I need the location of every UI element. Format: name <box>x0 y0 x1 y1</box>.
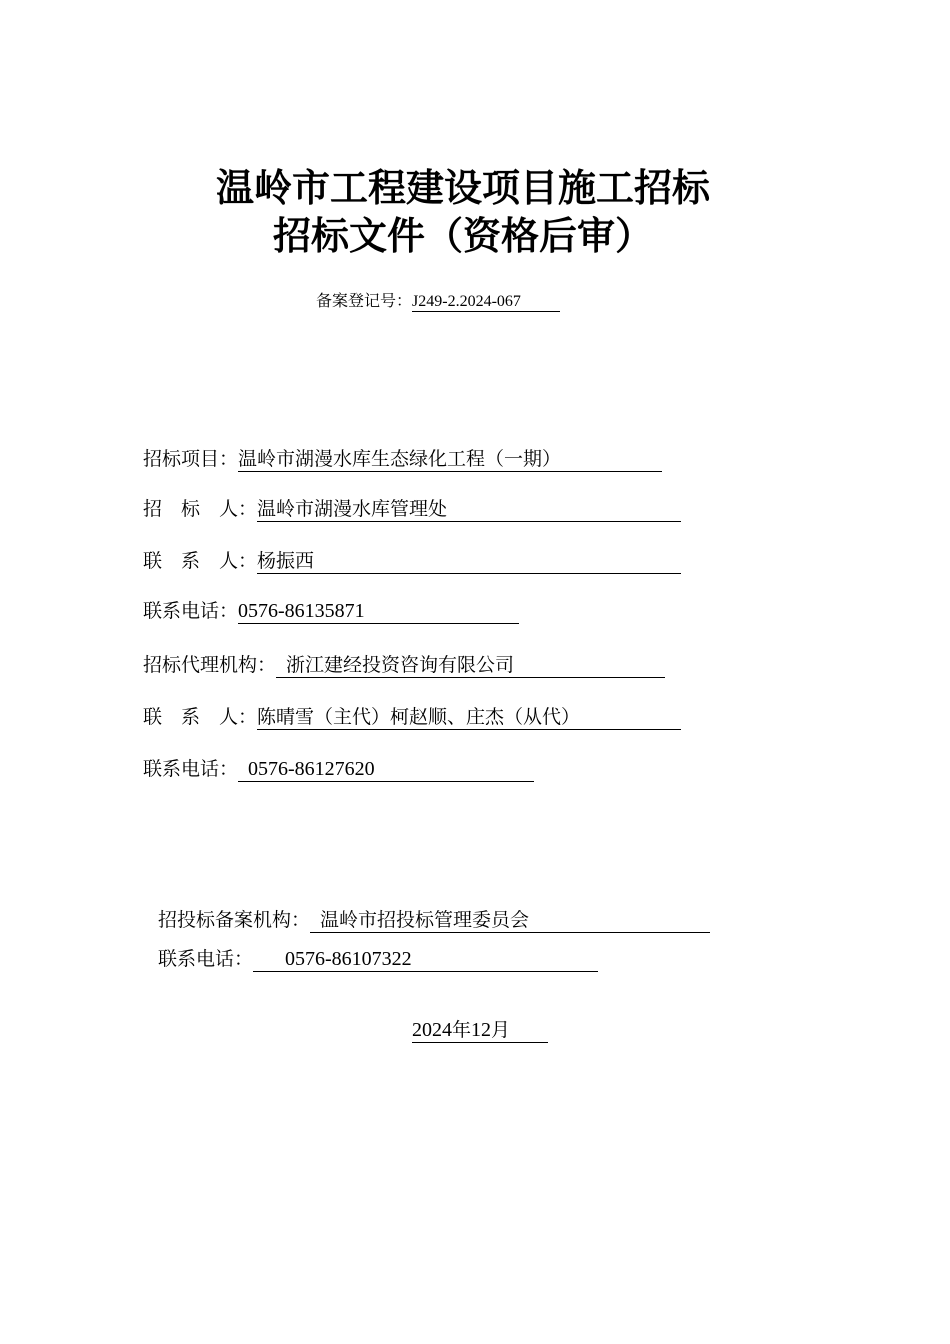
agency-contact-value: 陈晴雪（主代）柯赵顺、庄杰（从代） <box>257 705 681 730</box>
project-row <box>143 446 662 472</box>
document-title-line2: 招标文件（资格后审） <box>272 214 653 258</box>
bidder-phone-value: 0576-86135871 <box>238 599 519 624</box>
registration-label: 备案登记号： <box>316 291 413 310</box>
agency-row <box>143 652 665 678</box>
agency-phone-label: 联系电话： <box>143 758 239 780</box>
date-month-suffix: 月 <box>491 1019 511 1041</box>
bidder-row <box>143 496 681 522</box>
bidder-contact-row <box>143 548 681 574</box>
bidder-value: 温岭市湖漫水库管理处 <box>257 497 681 522</box>
bidder-contact-value: 杨振西 <box>257 549 681 574</box>
document-date <box>412 1017 548 1043</box>
agency-contact-label: 联 系 人： <box>143 706 258 728</box>
registration-value: J249-2.2024-067 <box>412 293 560 312</box>
filing-phone-label: 联系电话： <box>158 948 254 970</box>
filing-org-value: 温岭市招投标管理委员会 <box>310 908 710 933</box>
document-title-line1: 温岭市工程建设项目施工招标 <box>215 166 710 210</box>
agency-contact-row <box>143 704 681 730</box>
date-month: 12 <box>471 1019 492 1041</box>
agency-value: 浙江建经投资咨询有限公司 <box>276 653 665 678</box>
project-label: 招标项目： <box>143 448 239 470</box>
agency-phone-value: 0576-86127620 <box>238 757 534 782</box>
filing-org-label: 招投标备案机构： <box>158 909 311 931</box>
project-value: 温岭市湖漫水库生态绿化工程（一期） <box>238 447 662 472</box>
bidder-phone-row <box>143 598 519 624</box>
date-year-suffix: 年 <box>452 1019 472 1041</box>
filing-org-row <box>158 907 710 933</box>
date-year: 2024 <box>412 1019 452 1041</box>
registration-number <box>316 290 560 312</box>
bidder-label: 招 标 人： <box>143 498 258 520</box>
filing-phone-value: 0576-86107322 <box>253 947 598 972</box>
bidder-phone-label: 联系电话： <box>143 600 239 622</box>
agency-phone-row <box>143 756 534 782</box>
filing-phone-row <box>158 946 598 972</box>
bidder-contact-label: 联 系 人： <box>143 550 258 572</box>
agency-label: 招标代理机构： <box>143 654 277 676</box>
